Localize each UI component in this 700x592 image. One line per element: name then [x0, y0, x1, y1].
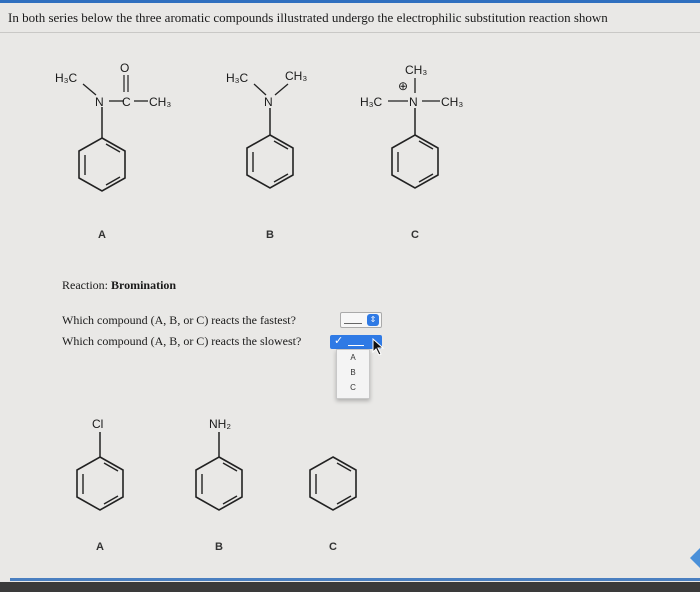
compound-a-h3c-label: H₃C: [55, 71, 78, 85]
series2-compound-b-structure: [196, 417, 242, 553]
reaction-label: Reaction:: [62, 278, 108, 292]
question-fastest: Which compound (A, B, or C) reacts the fastest?: [62, 313, 296, 327]
dropdown-option-c[interactable]: C: [350, 383, 356, 392]
series2-compound-c-structure: [310, 457, 356, 553]
compound-b-h3c-label: H₃C: [226, 71, 249, 85]
select-arrows-icon: ⇕: [367, 314, 379, 326]
compound-c-top-ch3-label: CH₃: [405, 63, 428, 77]
series2-compound-a-structure: [77, 417, 123, 553]
fastest-answer-blank: [344, 323, 362, 324]
reaction-name: Bromination: [110, 278, 177, 292]
check-icon: ✓: [334, 334, 344, 347]
dropdown-option-b[interactable]: B: [350, 368, 356, 377]
chevron-left-icon[interactable]: [688, 548, 700, 568]
compound-c-letter: C: [411, 229, 419, 241]
question-slowest: Which compound (A, B, or C) reacts the slowest?: [62, 334, 302, 348]
compound-b-letter: B: [266, 229, 274, 241]
compound-a-oxygen-label: O: [120, 61, 130, 75]
series2-compound-c-letter: C: [329, 541, 337, 553]
compound-a-ch3-label: CH₃: [149, 95, 172, 109]
fastest-answer-select[interactable]: [340, 312, 382, 328]
compound-a-carbon-label: C: [122, 95, 131, 109]
series2-compound-b-nh2-label: NH₂: [209, 417, 231, 431]
reaction-line: [62, 278, 176, 293]
answer-dropdown-menu: [336, 349, 370, 399]
compound-b-nitrogen-label: N: [264, 95, 273, 109]
series2-compound-b-letter: B: [215, 541, 223, 553]
compound-a-nitrogen-label: N: [95, 95, 104, 109]
compound-c-structure: [360, 63, 463, 241]
mouse-cursor-icon: [372, 338, 386, 356]
series2-compound-a-cl-label: Cl: [92, 417, 104, 431]
question-text: In both series below the three aromatic compounds illustrated undergo the electrophilic substitution reaction shown: [8, 10, 608, 25]
compound-b-structure: [226, 69, 307, 241]
compound-b-ch3-label: CH₃: [285, 69, 308, 83]
compound-c-ch3-label: CH₃: [441, 95, 464, 109]
bottom-accent-bar: [10, 578, 700, 581]
compound-c-charge-label: ⊕: [398, 79, 409, 93]
compound-a-structure: [55, 61, 171, 241]
compound-a-letter: A: [98, 229, 106, 241]
compound-c-nitrogen-label: N: [409, 95, 418, 109]
compound-c-h3c-label: H₃C: [360, 95, 383, 109]
slowest-answer-blank: [348, 345, 364, 346]
series2-compound-a-letter: A: [96, 541, 104, 553]
dropdown-option-a[interactable]: A: [350, 353, 356, 362]
